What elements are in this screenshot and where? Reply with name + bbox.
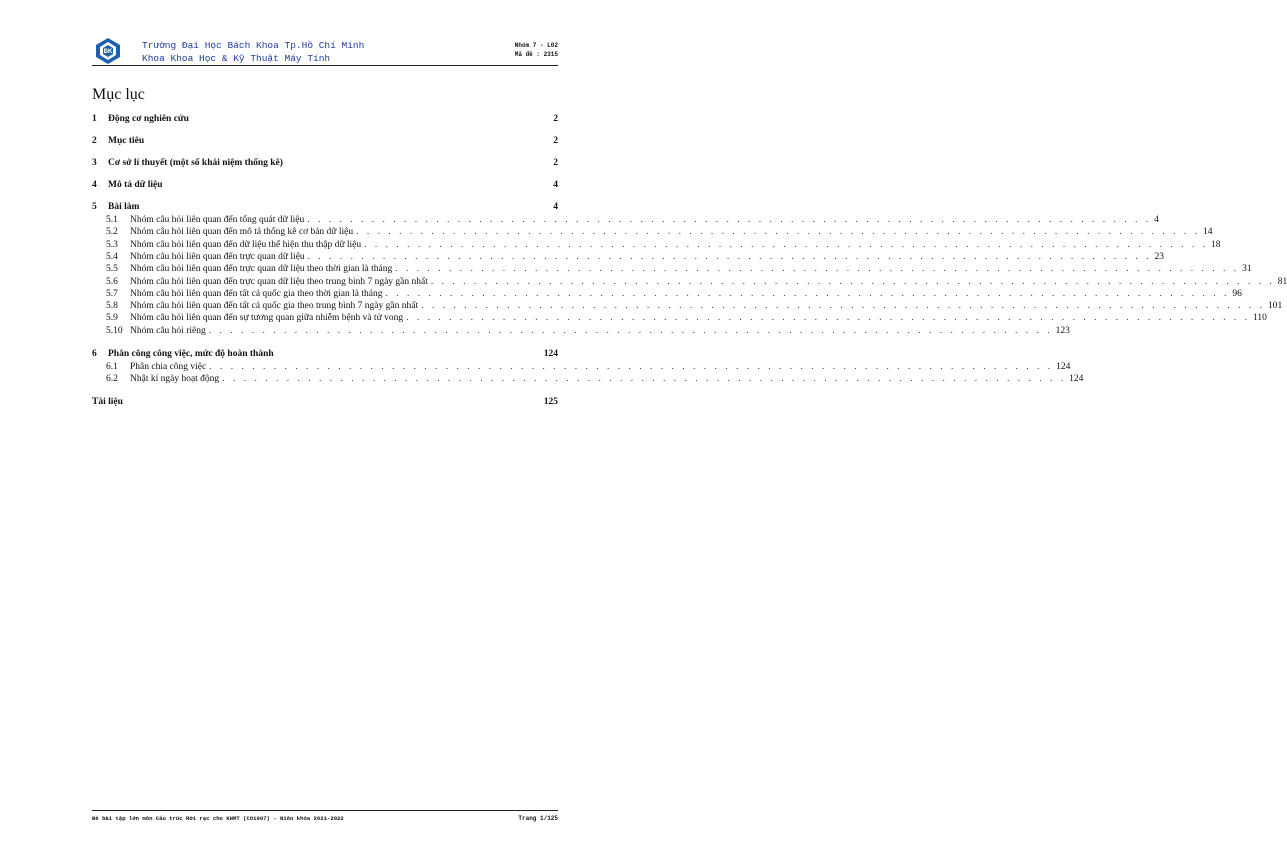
- toc-leader-dots: [286, 158, 550, 168]
- toc-entry-page: 96: [1232, 288, 1242, 299]
- toc-entry-number: 3: [92, 158, 97, 168]
- toc-entry-number: 6.2: [106, 374, 118, 385]
- toc-entry-title: Nhóm câu hỏi liên quan đến tổng quát dữ liệu: [130, 215, 305, 225]
- toc-references[interactable]: [92, 397, 558, 409]
- footer-page-number: Trang 1/125: [518, 815, 558, 822]
- toc-leader-dots: . . . . . . . . . . . . . . . . . . . . . . . . . . . . . . . . . . . . . . . . . . . . . . . . . . . . . . . . . . . . . . . . . . . . . . . . . . . . . . .: [209, 362, 1054, 372]
- toc-entry-title: Phân chia công việc: [130, 362, 207, 372]
- toc-entry-title: Mục tiêu: [108, 136, 145, 146]
- toc-entry-number: 5.1: [106, 215, 118, 225]
- toc-section-2[interactable]: [92, 136, 558, 148]
- toc-leader-dots: . . . . . . . . . . . . . . . . . . . . . . . . . . . . . . . . . . . . . . . . . . . . . . . . . . . . . . . . . . . . . . . . . . . . . . . . . . . . . . .: [364, 239, 1208, 250]
- header-rule: [92, 65, 558, 66]
- toc-entry-number: 5.9: [106, 313, 118, 324]
- toc-entry-number: 2: [92, 136, 97, 146]
- toc-leader-dots: [166, 180, 551, 190]
- toc-entry-title: Động cơ nghiên cứu: [108, 114, 189, 124]
- toc-entry-title: Phân công công việc, mức độ hoàn thành: [108, 349, 274, 359]
- toc-entry-number: 5.7: [106, 288, 118, 299]
- toc-section-6[interactable]: [92, 349, 558, 361]
- toc-leader-dots: . . . . . . . . . . . . . . . . . . . . . . . . . . . . . . . . . . . . . . . . . . . . . . . . . . . . . . . . . . . . . . . . . . . . . . . . . . . . . . .: [430, 276, 1275, 287]
- toc-entry-title: Tài liệu: [92, 397, 123, 407]
- toc-leader-dots: . . . . . . . . . . . . . . . . . . . . . . . . . . . . . . . . . . . . . . . . . . . . . . . . . . . . . . . . . . . . . . . . . . . . . . . . . . . . . . .: [421, 301, 1265, 312]
- toc-entry-page: 2: [553, 158, 558, 168]
- toc-entry-page: 2: [553, 114, 558, 124]
- toc-entry-title: Nhóm câu hỏi liên quan đến trực quan dữ liệu: [130, 251, 305, 262]
- toc-entry-title: Nhóm câu hỏi liên quan đến tất cả quốc gia theo trung bình 7 ngày gần nhất: [130, 301, 419, 312]
- toc-entry-number: 6: [92, 349, 97, 359]
- toc-leader-dots: [142, 202, 550, 212]
- toc-subsection-6-1[interactable]: [92, 362, 1071, 374]
- toc-entry-page: 124: [1069, 374, 1084, 385]
- toc-entry-number: 5.6: [106, 276, 118, 287]
- toc-leader-dots: . . . . . . . . . . . . . . . . . . . . . . . . . . . . . . . . . . . . . . . . . . . . . . . . . . . . . . . . . . . . . . . . . . . . . . . . . . . . . . .: [307, 215, 1152, 225]
- header-institution: [142, 39, 364, 65]
- group-label: Nhóm 7 - L02: [514, 42, 558, 49]
- toc-entry-title: Nhóm câu hỏi liên quan đến mô tả thống kê cơ bản dữ liệu: [130, 227, 354, 238]
- toc-entry-page: 101: [1267, 301, 1283, 312]
- toc-subsection-5-1[interactable]: [92, 215, 1159, 227]
- svg-text:BK: BK: [103, 49, 113, 55]
- toc-entry-number: 1: [92, 114, 97, 124]
- toc-subsection-5-2[interactable]: [92, 227, 1213, 239]
- toc-entry-number: 5.5: [106, 264, 118, 275]
- toc-entry-page: 4: [1154, 215, 1159, 225]
- toc-entry-page: 14: [1202, 227, 1213, 238]
- toc-entry-page: 124: [1056, 362, 1071, 372]
- toc-leader-dots: [277, 349, 541, 359]
- toc-entry-number: 5.4: [106, 251, 118, 262]
- toc-entry-page: 23: [1154, 251, 1165, 262]
- toc-entry-page: 4: [553, 180, 558, 190]
- toc-entry-number: 6.1: [106, 362, 118, 372]
- toc-heading: Mục lục: [92, 86, 145, 103]
- toc-leader-dots: . . . . . . . . . . . . . . . . . . . . . . . . . . . . . . . . . . . . . . . . . . . . . . . . . . . . . . . . . . . . . . . . . . . . . . . . . . . . . . .: [406, 313, 1250, 324]
- toc-entry-title: Nhóm câu hỏi liên quan đến tất cả quốc gia theo thời gian là tháng: [130, 288, 383, 299]
- university-logo: [94, 37, 122, 65]
- toc-leader-dots: [147, 136, 550, 146]
- toc-entry-number: 5.2: [106, 227, 118, 238]
- toc-entry-page: 110: [1252, 313, 1267, 324]
- toc-leader-dots: . . . . . . . . . . . . . . . . . . . . . . . . . . . . . . . . . . . . . . . . . . . . . . . . . . . . . . . . . . . . . . . . . . . . . . . . . . . . . . .: [395, 264, 1240, 275]
- toc-entry-page: 4: [553, 202, 558, 212]
- footer-rule: [92, 810, 558, 811]
- toc-entry-title: Nhóm câu hỏi riêng: [130, 325, 206, 336]
- toc-entry-number: 5.3: [106, 239, 118, 250]
- toc-entry-number: 5: [92, 202, 97, 212]
- toc-leader-dots: [192, 114, 550, 124]
- toc-subsection-5-4[interactable]: [92, 251, 1165, 264]
- toc-section-5[interactable]: [92, 202, 558, 214]
- toc-leader-dots: . . . . . . . . . . . . . . . . . . . . . . . . . . . . . . . . . . . . . . . . . . . . . . . . . . . . . . . . . . . . . . . . . . . . . . . . . . . . . . .: [385, 288, 1230, 299]
- toc-entry-page: 81: [1277, 276, 1287, 287]
- toc-subsection-5-8[interactable]: [92, 301, 1283, 313]
- toc-entry-number: 5.10: [106, 325, 123, 336]
- toc-entry-page: 18: [1211, 239, 1221, 250]
- exam-code: Mã đề : 2315: [514, 51, 558, 58]
- toc-entry-page: 31: [1242, 264, 1252, 275]
- faculty-name: Khoa Khoa Học & Kỹ Thuật Máy Tính: [142, 53, 331, 64]
- toc-entry-title: Cơ sở lí thuyết (một số khái niệm thống kê): [108, 158, 283, 168]
- toc-subsection-5-7[interactable]: [92, 288, 1242, 301]
- toc-entry-page: 123: [1055, 325, 1070, 336]
- toc-entry-number: 4: [92, 180, 97, 190]
- toc-entry-title: Nhóm câu hỏi liên quan đến trực quan dữ liệu theo trung bình 7 ngày gần nhất: [130, 276, 428, 287]
- toc-section-4[interactable]: [92, 180, 558, 192]
- toc-subsection-5-6[interactable]: [92, 276, 1287, 289]
- toc-entry-page: 125: [543, 397, 558, 407]
- toc-entry-number: 5.8: [106, 301, 118, 312]
- toc-subsection-5-5[interactable]: [92, 264, 1252, 276]
- footer-course: Đề bài tập lớn môn Cấu trúc Rời rạc cho KHMT (CO1007) - Niên khóa 2021-2022: [92, 815, 344, 822]
- toc-subsection-5-9[interactable]: [92, 313, 1267, 325]
- toc-leader-dots: . . . . . . . . . . . . . . . . . . . . . . . . . . . . . . . . . . . . . . . . . . . . . . . . . . . . . . . . . . . . . . . . . . . . . . . . . . . . . . .: [208, 325, 1053, 336]
- toc-leader-dots: . . . . . . . . . . . . . . . . . . . . . . . . . . . . . . . . . . . . . . . . . . . . . . . . . . . . . . . . . . . . . . . . . . . . . . . . . . . . . . .: [356, 227, 1200, 238]
- toc-leader-dots: . . . . . . . . . . . . . . . . . . . . . . . . . . . . . . . . . . . . . . . . . . . . . . . . . . . . . . . . . . . . . . . . . . . . . . . . . . . . . . .: [307, 251, 1152, 262]
- toc-entry-title: Nhóm câu hỏi liên quan đến dữ liệu thể hiện thu thập dữ liệu: [130, 239, 362, 250]
- toc-leader-dots: . . . . . . . . . . . . . . . . . . . . . . . . . . . . . . . . . . . . . . . . . . . . . . . . . . . . . . . . . . . . . . . . . . . . . . . . . . . . . . .: [222, 374, 1067, 385]
- toc-entry-title: Bài làm: [108, 202, 140, 212]
- toc-entry-page: 2: [553, 136, 558, 146]
- toc-subsection-5-10[interactable]: [92, 325, 1070, 338]
- toc-entry-page: 124: [543, 349, 558, 359]
- toc-section-1[interactable]: [92, 114, 558, 126]
- toc-leader-dots: [126, 397, 541, 407]
- toc-entry-title: Nhóm câu hỏi liên quan đến sự tương quan giữa nhiễm bệnh và tử vong: [130, 313, 404, 324]
- toc-entry-title: Mô tả dữ liệu: [108, 180, 163, 190]
- toc-subsection-6-2[interactable]: [92, 374, 1084, 386]
- toc-section-3[interactable]: [92, 158, 558, 170]
- university-name: Trường Đại Học Bách Khoa Tp.Hồ Chí Minh: [142, 40, 365, 51]
- toc-subsection-5-3[interactable]: [92, 239, 1221, 252]
- header-meta: [515, 41, 558, 59]
- toc-entry-title: Nhóm câu hỏi liên quan đến trực quan dữ liệu theo thời gian là tháng: [130, 264, 393, 275]
- toc-entry-title: Nhật kí ngày hoạt động: [130, 374, 220, 385]
